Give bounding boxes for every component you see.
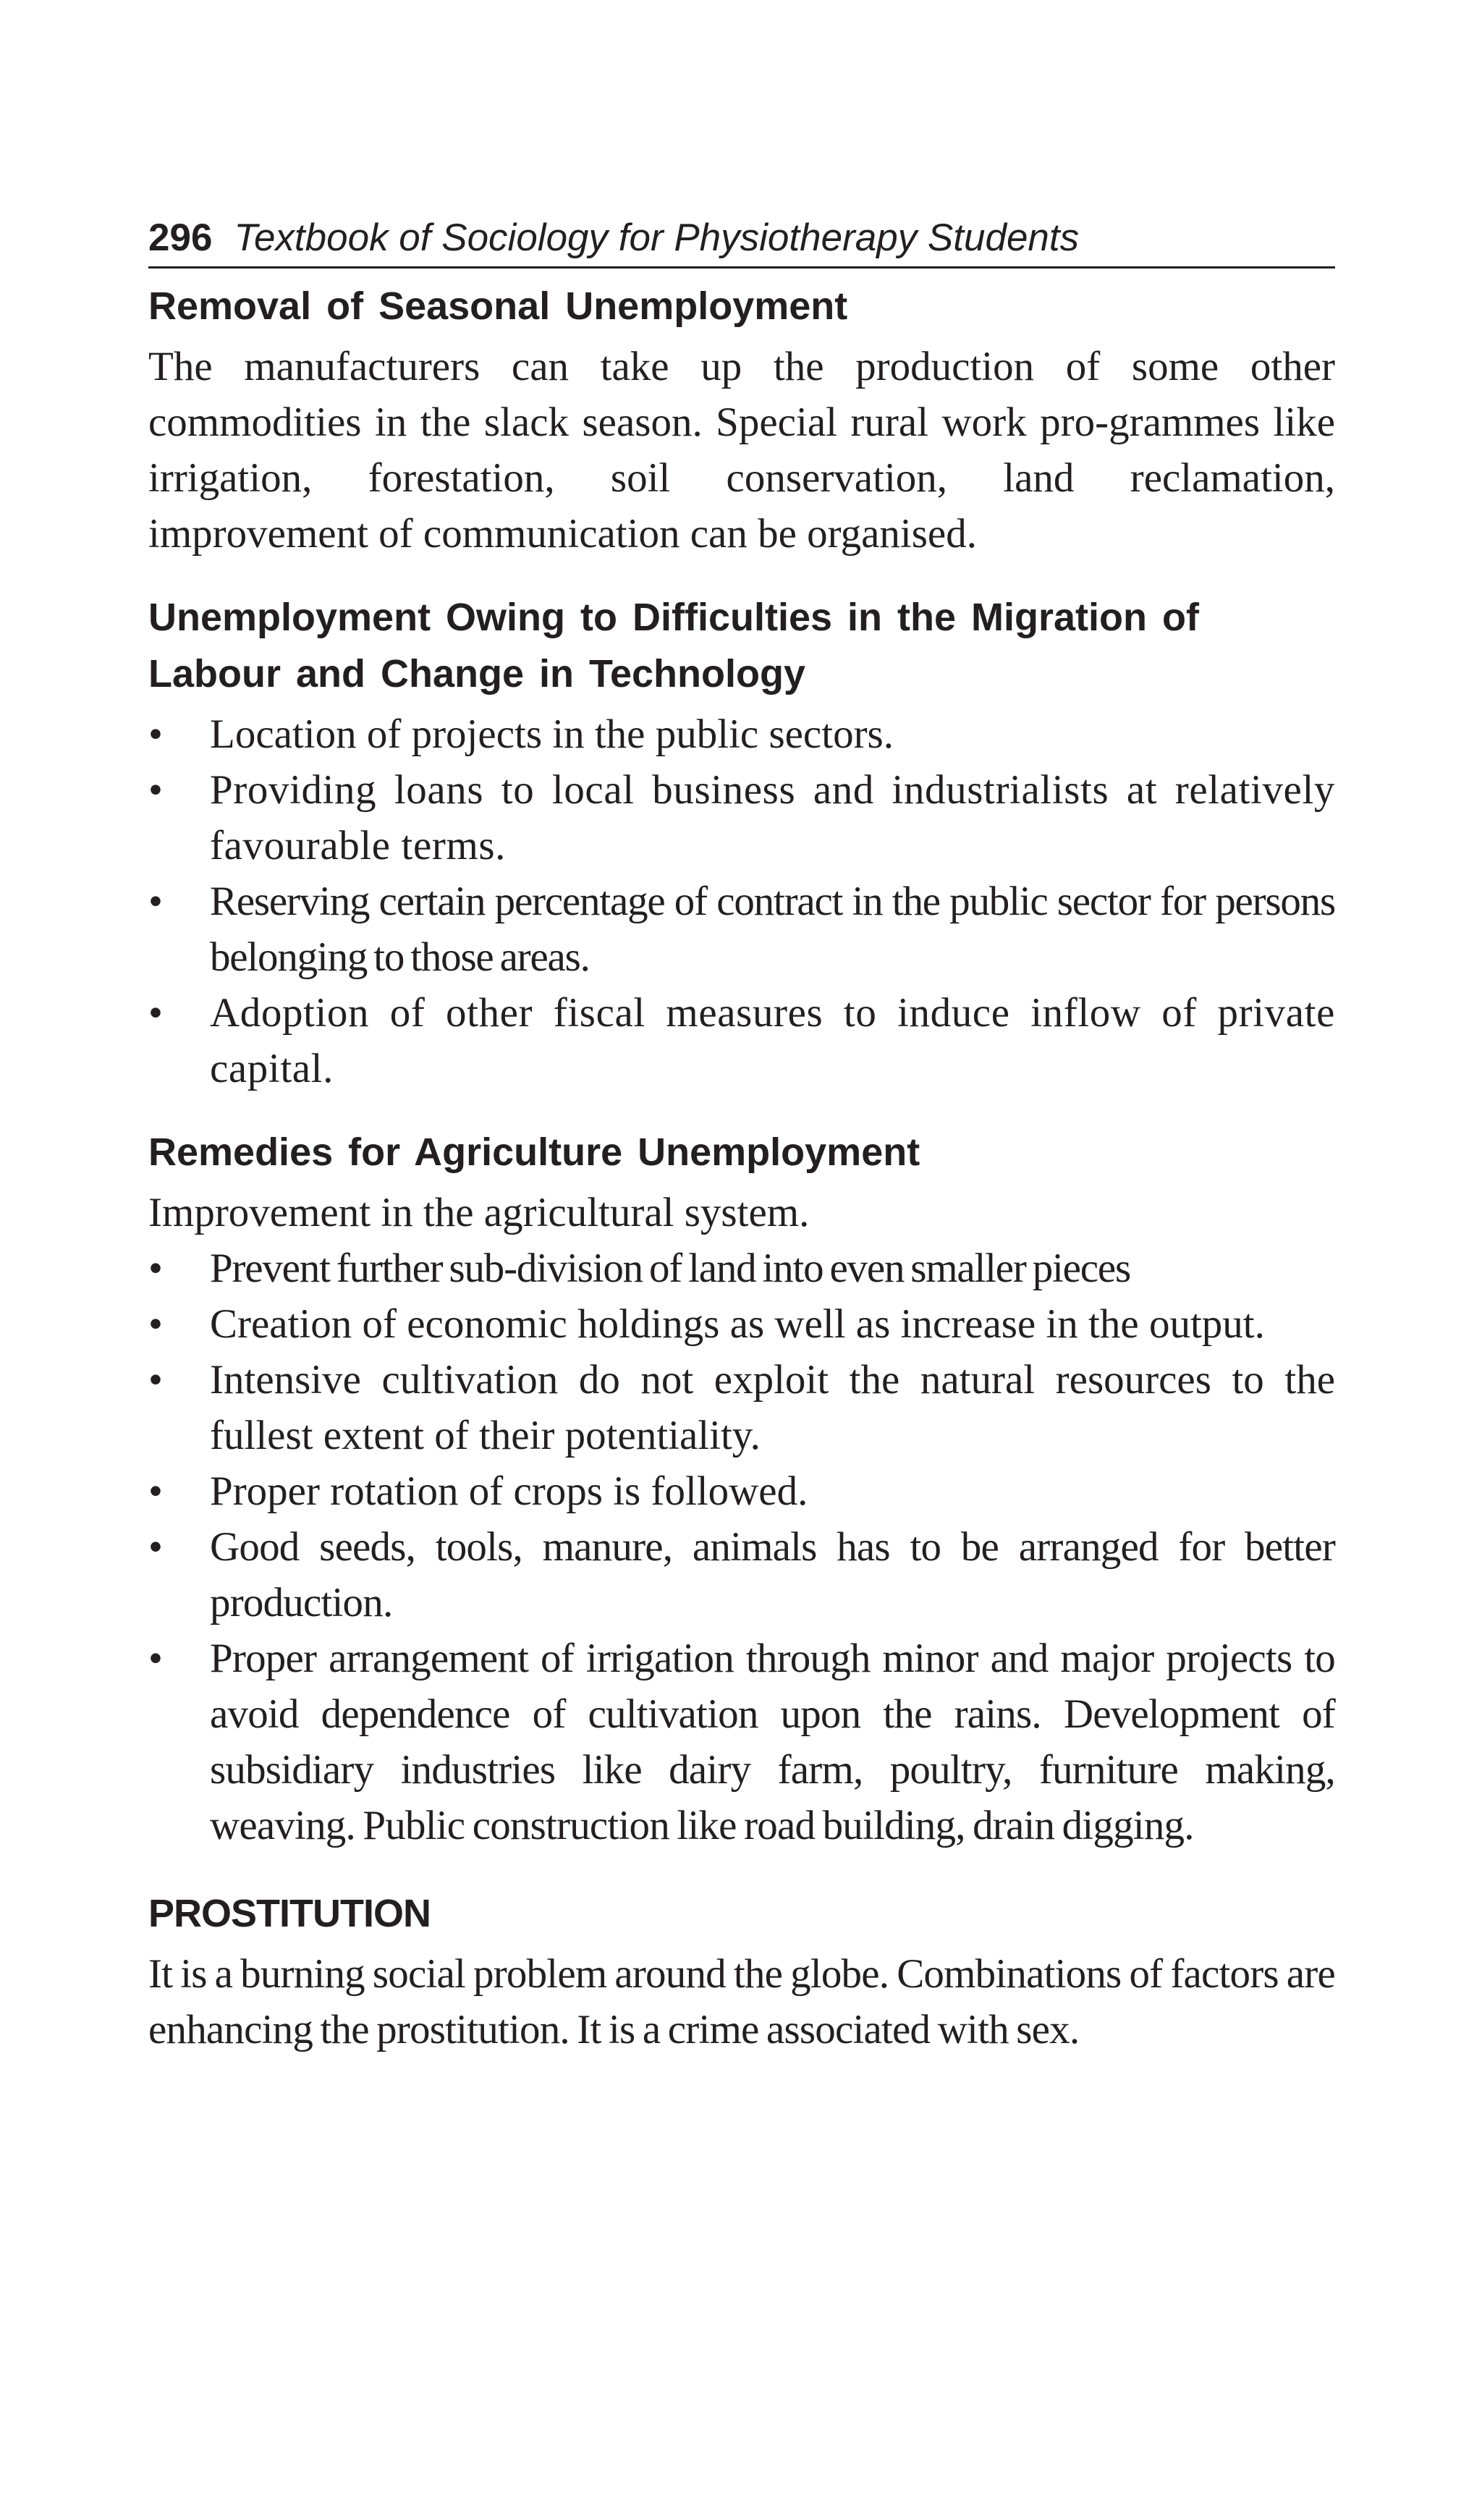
list-item-text: Providing loans to local business and industrialists at relatively favourable terms. (210, 767, 1335, 868)
list-item (148, 1519, 1335, 1631)
section-heading-prostitution: PROSTITUTION (148, 1892, 431, 1935)
list-item-text: Good seeds, tools, manure, animals has to be arranged for better production. (210, 1524, 1335, 1625)
bullet-icon: • (148, 711, 163, 757)
bullet-icon: • (148, 767, 164, 813)
section-heading-seasonal-unemployment: Removal of Seasonal Unemployment (148, 284, 848, 328)
bullet-icon: • (148, 1468, 163, 1514)
list-item (148, 1352, 1335, 1463)
list-item-text: Reserving certain percentage of contract in the public sector for persons belonging to those areas. (210, 879, 1335, 980)
page-number: 296 (148, 216, 213, 259)
bullet-icon: • (148, 1524, 163, 1570)
migration-measures-list (148, 706, 1335, 1096)
list-item-text: Intensive cultivation do not exploit the natural resources to the fullest extent of their potentiality. (210, 1357, 1335, 1458)
list-item-text: Proper arrangement of irrigation through minor and major projects to avoid dependence of cultivation upon the rains. Development of subsidiary industries like dairy farm, poultry, furniture making, weaving. Public construction like road building, drain digging. (210, 1636, 1335, 1848)
list-item (148, 1631, 1335, 1853)
list-item (148, 1463, 1335, 1519)
list-item (148, 762, 1335, 874)
list-item-text: Prevent further sub-division of land into even smaller pieces (210, 1246, 1130, 1291)
bullet-icon: • (148, 1636, 163, 1681)
list-item (148, 874, 1335, 985)
section-intro-agriculture: Improvement in the agricultural system. (148, 1190, 810, 1235)
book-page (148, 210, 1335, 2058)
section-heading-migration-technology: Unemployment Owing to Difficulties in the Migration of Labour and Change in Technology (148, 596, 1199, 695)
list-item (148, 985, 1335, 1096)
bullet-icon: • (148, 879, 162, 924)
list-item-text: Location of projects in the public sectors. (210, 711, 894, 757)
bullet-icon: • (148, 1246, 162, 1291)
bullet-icon: • (148, 1301, 163, 1347)
section-heading-agriculture-unemployment: Remedies for Agriculture Unemployment (148, 1130, 920, 1174)
list-item-text: Proper rotation of crops is followed. (210, 1468, 808, 1514)
list-item (148, 1240, 1335, 1296)
book-title: Textbook of Sociology for Physiotherapy Students (234, 216, 1080, 259)
list-item-text: Adoption of other fiscal measures to induce inflow of private capital. (210, 990, 1335, 1091)
bullet-icon: • (148, 1357, 163, 1403)
list-item (148, 1296, 1335, 1352)
section-paragraph-seasonal-unemployment: The manufacturers can take up the production of some other commodities in the slack season. Special rural work pro-grammes like irrigation, forestation, soil conservation, land reclamation, improvement of communication can be organised. (148, 344, 1335, 557)
list-item (148, 706, 1335, 762)
agriculture-remedies-list (148, 1240, 1335, 1853)
bullet-icon: • (148, 990, 164, 1036)
running-header (148, 210, 1335, 269)
list-item-text: Creation of economic holdings as well as increase in the output. (210, 1301, 1265, 1347)
section-paragraph-prostitution: It is a burning social problem around the globe. Combinations of factors are enhancing the prostitution. It is a crime associated with sex. (148, 1951, 1335, 2052)
